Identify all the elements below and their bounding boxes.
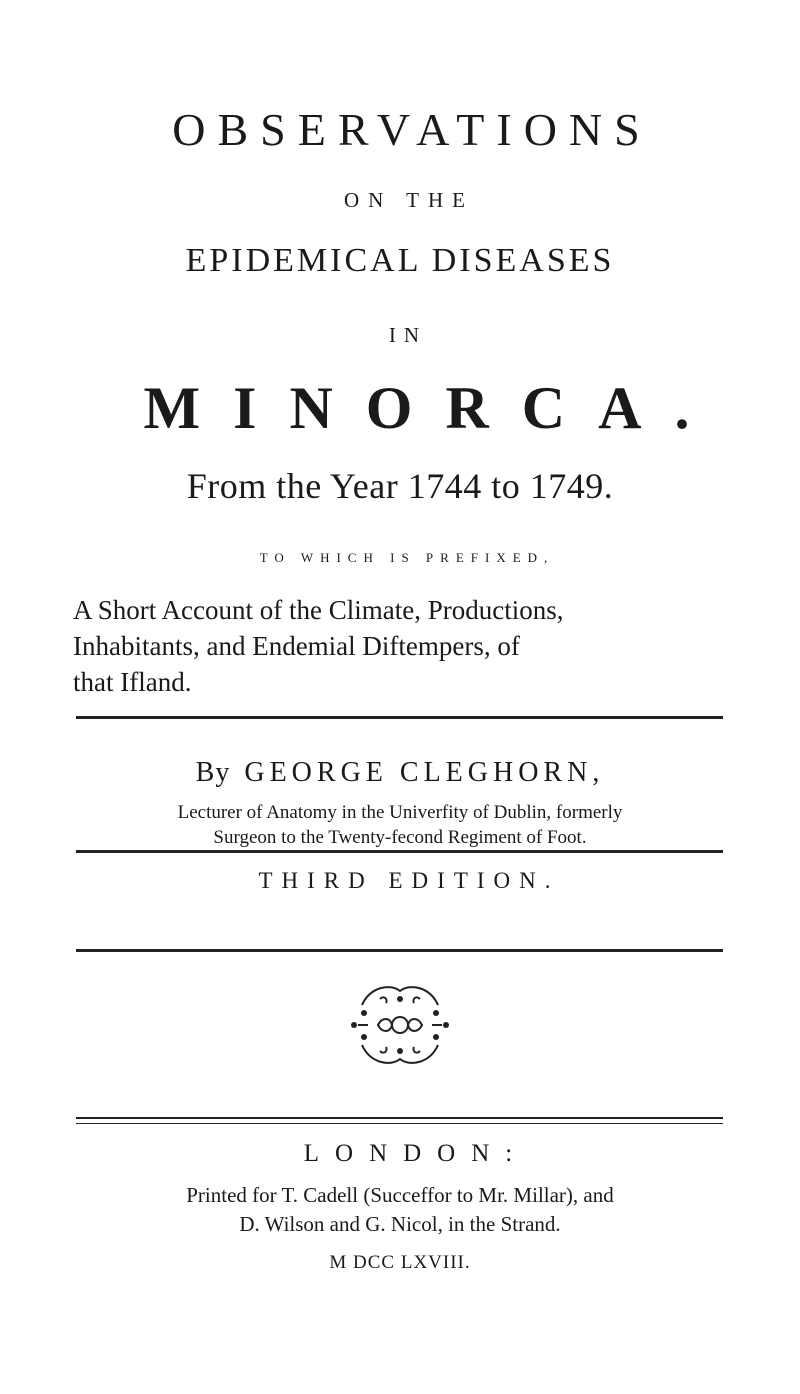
by-label: By xyxy=(195,757,231,788)
divider-rule xyxy=(76,716,723,719)
description-line-2: Inhabitants, and Endemial Diftempers, of xyxy=(73,631,520,661)
edition-line: THIRD EDITION. xyxy=(258,868,560,893)
subject-line: EPIDEMICAL DISEASES xyxy=(185,242,615,279)
author-name: GEORGE CLEGHORN, xyxy=(244,757,605,788)
years-line: From the Year 1744 to 1749. xyxy=(186,466,614,506)
divider-rule xyxy=(76,949,723,952)
imprint-line-1: Printed for T. Cadell (Succeffor to Mr. Millar), and xyxy=(186,1183,614,1207)
author-credential-1: Lecturer of Anatomy in the Univerfity of Dublin, formerly xyxy=(177,802,623,823)
imprint-line-2: D. Wilson and G. Nicol, in the Strand. xyxy=(239,1212,561,1236)
imprint-city: LONDON: xyxy=(303,1140,529,1167)
description-line-3: that Ifland. xyxy=(73,667,192,697)
place-line: MINORCA. xyxy=(143,375,723,441)
on-the-line: ON THE xyxy=(343,188,475,212)
printers-ornament-icon xyxy=(340,965,460,1085)
author-credential-2: Surgeon to the Twenty-fecond Regiment of Foot. xyxy=(213,827,587,848)
main-title: OBSERVATIONS xyxy=(172,104,652,155)
prefixed-line: TO WHICH IS PREFIXED, xyxy=(259,550,555,565)
author-line xyxy=(0,757,800,789)
divider-rule xyxy=(76,1123,723,1124)
in-line: IN xyxy=(388,323,428,347)
description-line-1: A Short Account of the Climate, Productions, xyxy=(73,595,564,625)
divider-rule xyxy=(76,850,723,853)
imprint-date: M DCC LXVIII. xyxy=(329,1252,471,1273)
divider-rule xyxy=(76,1117,723,1119)
